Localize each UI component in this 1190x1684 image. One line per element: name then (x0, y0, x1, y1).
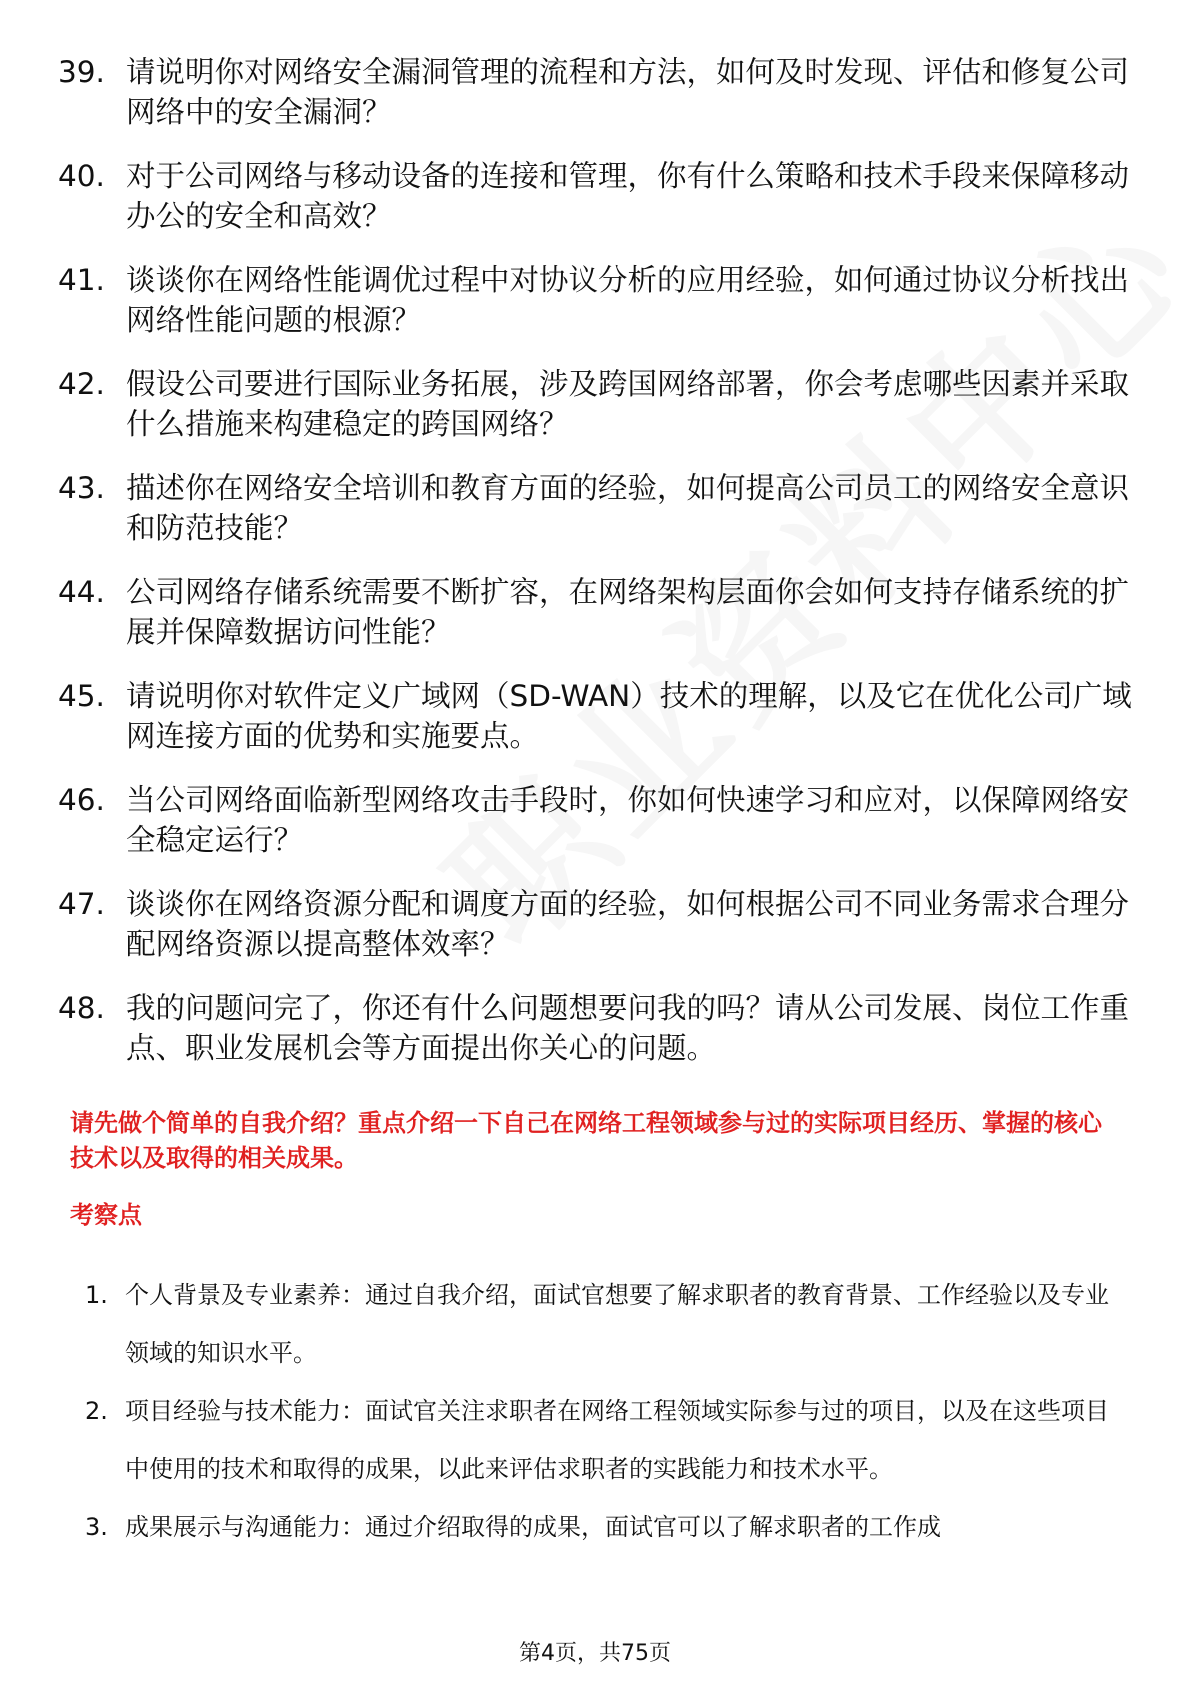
page-footer: 第4页，共75页 (519, 1641, 671, 1666)
question-number: 39. (58, 55, 105, 89)
point-number: 3. (85, 1513, 108, 1541)
section-label: 考察点 (70, 1201, 142, 1229)
question-number: 41. (58, 263, 105, 297)
question-text: 我的问题问完了，你还有什么问题想要问我的吗？请从公司发展、岗位工作重点、职业发展机会等方面提出你关心的问题。 (126, 991, 1130, 1065)
question-number: 48. (58, 991, 105, 1025)
question-number: 44. (58, 575, 105, 609)
point-text: 个人背景及专业素养：通过自我介绍，面试官想要了解求职者的教育背景、工作经验以及专业领域的知识水平。 (125, 1281, 1109, 1367)
point-number: 1. (85, 1281, 108, 1309)
question-item (58, 988, 1138, 1068)
assessment-point (85, 1382, 1125, 1498)
question-item (58, 676, 1138, 756)
question-item (58, 156, 1138, 236)
question-number: 42. (58, 367, 105, 401)
question-number: 45. (58, 679, 105, 713)
question-number: 46. (58, 783, 105, 817)
question-text: 对于公司网络与移动设备的连接和管理，你有什么策略和技术手段来保障移动办公的安全和高效？ (126, 159, 1130, 233)
question-text: 描述你在网络安全培训和教育方面的经验，如何提高公司员工的网络安全意识和防范技能？ (126, 471, 1130, 545)
point-text: 成果展示与沟通能力：通过介绍取得的成果，面试官可以了解求职者的工作成 (125, 1513, 941, 1541)
question-text: 请说明你对软件定义广域网（SD-WAN）技术的理解，以及它在优化公司广域网连接方面的优势和实施要点。 (126, 679, 1132, 753)
assessment-points-list (85, 1266, 1125, 1556)
question-text: 假设公司要进行国际业务拓展，涉及跨国网络部署，你会考虑哪些因素并采取什么措施来构建稳定的跨国网络？ (126, 367, 1130, 441)
question-item (58, 364, 1138, 444)
point-number: 2. (85, 1397, 108, 1425)
point-text: 项目经验与技术能力：面试官关注求职者在网络工程领域实际参与过的项目，以及在这些项目中使用的技术和取得的成果，以此来评估求职者的实践能力和技术水平。 (125, 1397, 1109, 1483)
question-text: 当公司网络面临新型网络攻击手段时，你如何快速学习和应对，以保障网络安全稳定运行？ (126, 783, 1130, 857)
question-list (58, 52, 1138, 1092)
assessment-point (85, 1498, 1125, 1556)
question-item (58, 780, 1138, 860)
question-text: 谈谈你在网络性能调优过程中对协议分析的应用经验，如何通过协议分析找出网络性能问题的根源？ (126, 263, 1130, 337)
question-text: 请说明你对网络安全漏洞管理的流程和方法，如何及时发现、评估和修复公司网络中的安全漏洞？ (126, 55, 1130, 129)
question-number: 43. (58, 471, 105, 505)
question-item (58, 468, 1138, 548)
section-heading: 请先做个简单的自我介绍？重点介绍一下自己在网络工程领域参与过的实际项目经历、掌握的核心技术以及取得的相关成果。 (70, 1109, 1102, 1172)
question-item (58, 572, 1138, 652)
question-number: 40. (58, 159, 105, 193)
question-item (58, 260, 1138, 340)
assessment-point (85, 1266, 1125, 1382)
question-item (58, 52, 1138, 132)
question-text: 公司网络存储系统需要不断扩容，在网络架构层面你会如何支持存储系统的扩展并保障数据访问性能？ (126, 575, 1130, 649)
question-item (58, 884, 1138, 964)
question-number: 47. (58, 887, 105, 921)
question-text: 谈谈你在网络资源分配和调度方面的经验，如何根据公司不同业务需求合理分配网络资源以提高整体效率？ (126, 887, 1130, 961)
